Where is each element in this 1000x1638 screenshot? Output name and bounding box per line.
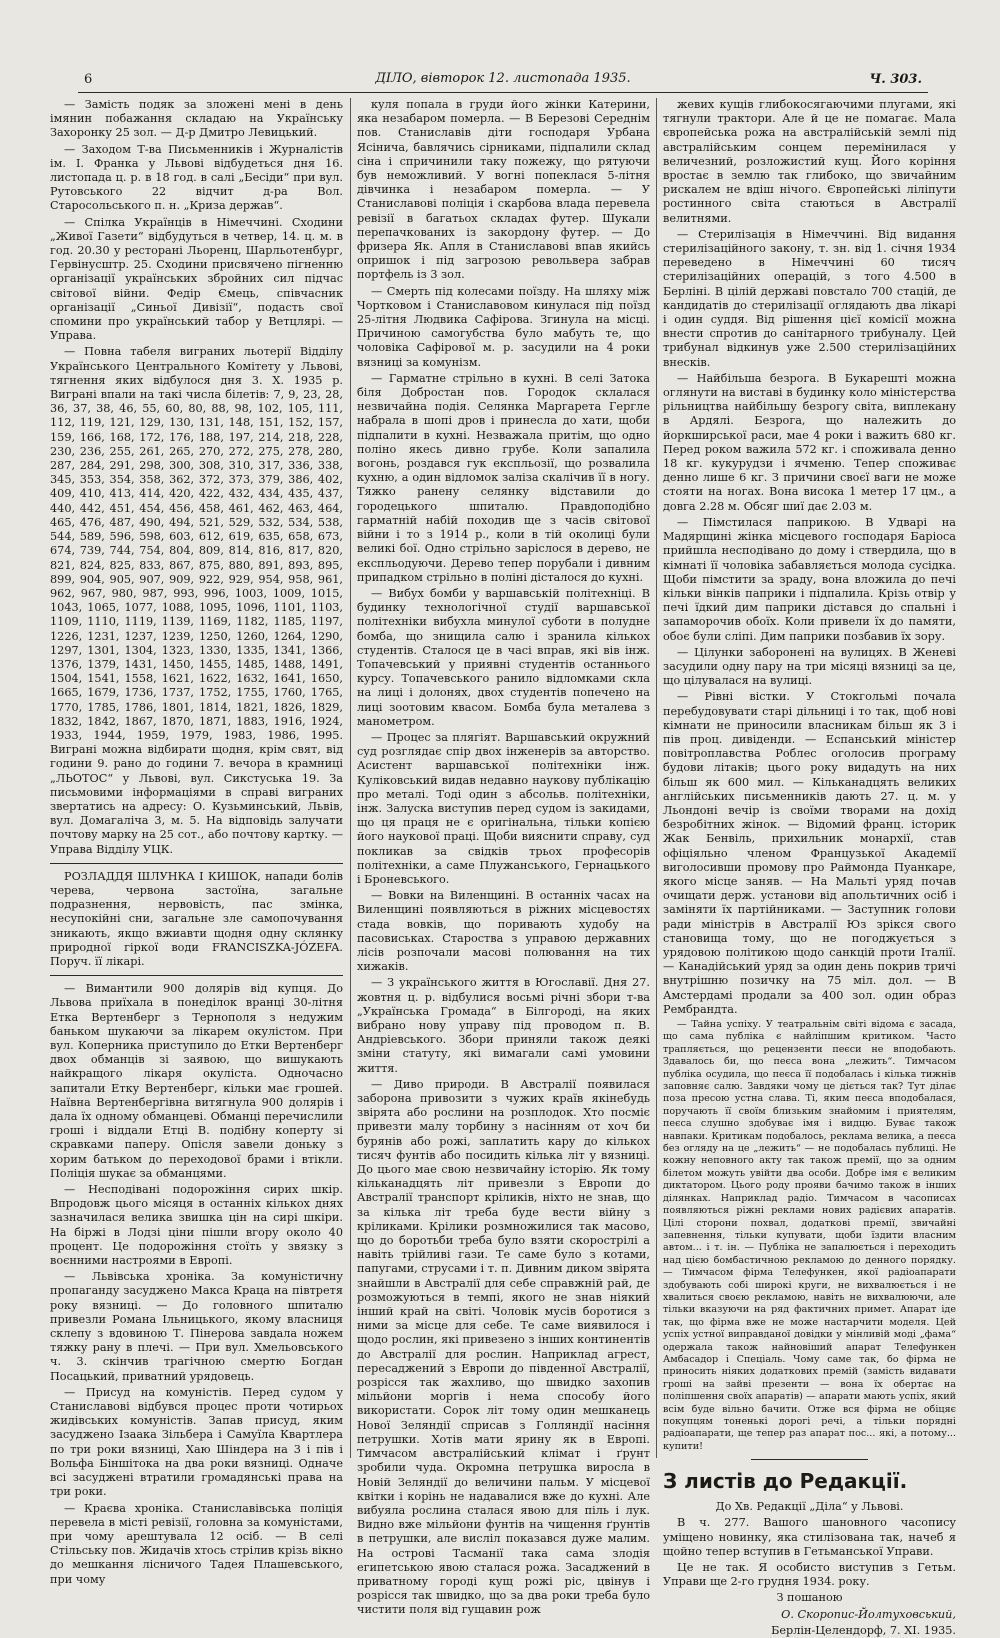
news-item: — Гарматне стрільно в кухні. В селі Затока біля Добростан пов. Городок склалася незвичайна подія. Селянка Маргарета Гергле набрала в шопі дров і принесла до хати, щоби підпалити в кухні. Незважала притім, що одно поліно якесь дивно грубе. Коли запалила вогонь, роздався гук експльозії, що розвалила кухню, а один відломок заліза скалічив її в ногу. Тяжко ранену селянку відставили до городецького шпиталю. Правдоподібно гарматній набій походив ще з часів світової війни і то з 1914 р., коли в тій околиці були великі бої. Одно стрільно заріслося в дерево, не експльодуючи. Дерево тепер порубали і дивним припадком стрільно в поліні дісталося до кухні. [357, 371, 650, 584]
news-item: — Диво природи. В Австралії появилася заборона привозити з чужих країв якінебудь звірята або рослини на розплодок. Хто посміє привезти малу торбину з насінням от хоч би бурянів або рожі, заплатить кару до кількох тисяч фунтів або посидить кілька літ у вязниці. До цього мае свою незвичайну історію. Як тому кільканадцять літ привезли з Европи до Австралії транспорт кріликів, ніхто не знав, що за кілька літ треба буде вести війну з кріликами. Крілики розмножилися так масово, що до боротьби треба було взяти скорострілі а навіть трійливі гази. Те саме було з котами, папугами, струсами і т. п. Дивним диком звірята знайшли в Австралії для себе справжній рай, де розможуються в темпі, якого не знав ніякий інший край на світі. Чоловік мусів боротися з ними за місце для себе. Те саме виявилося і щодо рослин, які привезено з інших континентів до Австралії для рослин. Наприклад агрест, пересаджений з Европи до південної Австралії, розрісся так жахливо, що швидко захопив мільйони моргів і нема способу його використати. Сорок літ тому один мешканець Нової Зеляндії сприсав з Голляндії насіння петрушки. Хотів мати ярину як в Европі. Тимчасом австралійський клімат і ґрунт зробили чуда. Окромна петрушка виросла в Новій Зеляндії до величини пальм. У місцевої квітки і корінь не надавалися вже до кухні. Але вибуяла рослина сталася явою для піль і лук. Видно вже мільйони фунтів на чищення ґрунтів в петрушки, але висліл показався дуже малим. На острові Тасманії така сама злодія египетською явою сталася рожа. Засаджений в приватному городі кущ рожі ріс, цвінув і розрісся так швидко, що за два роки треба було чистити поля від гущавин рож [357, 1077, 650, 1617]
column-1 [50, 98, 343, 1586]
page-number: 6 [84, 72, 93, 87]
news-item: куля попала в груди його жінки Катерини, яка незабаром померла. — В Березові Середнім пов. Станиславів діти господаря Урбана Ясінича, бавлячись сірниками, підпалили склад сіна і спричинили таку пожежу, що рятуючи був неможливий. У вогні попеклася 5-літня дівчинка і незабаром померла. — У Станиславові поліція і скарбова влада перевела ревізії в багатьох складах футер. Шукали перепачкованих із закордону футер. — До фризера Як. Апля в Станиславові впав якийсь опришок і під загрозою револьвера забрав портфель із 3 зол. [357, 98, 650, 282]
news-item: — Замість подяк за зложені мені в день імянин побажання складаю на Українську Захоронку 25 зол. — Д-р Дмитро Левицький. [50, 98, 343, 140]
lottery-table: — Повна табеля виграних льотерії Відділу Українського Центрального Комітету у Львові, тягнення яких відбулося дня 3. Х. 1935 р. Виграні впали на такі числа білетів: 7, 9, 23, 28, 36, 37, 38, 46, 55, 60, 80, 88, 98, 102, 105, 111, 112, 119, 121, 129, 130, 131, 148, 151, 152, 157, 159, 166, 168, 172, 176, 188, 197, 214, 218, 228, 230, 236, 255, 261, 265, 270, 272, 275, 278, 280, 287, 284, 291, 298, 300, 308, 310, 317, 336, 338, 345, 353, 354, 358, 362, 372, 373, 379, 386, 402, 409, 410, 413, 414, 420, 422, 432, 434, 435, 437, 440, 442, 451, 454, 456, 458, 461, 462, 463, 464, 465, 476, 487, 490, 494, 521, 529, 532, 534, 538, 544, 589, 596, 598, 603, 612, 619, 635, 658, 673, 674, 739, 744, 754, 804, 809, 814, 816, 817, 820, 821, 824, 825, 833, 867, 875, 880, 891, 893, 895, 899, 904, 905, 907, 909, 922, 929, 954, 958, 961, 962, 967, 980, 987, 993, 996, 1003, 1009, 1015, 1043, 1065, 1077, 1088, 1095, 1096, 1101, 1103, 1109, 1110, 1119, 1139, 1169, 1182, 1185, 1197, 1226, 1231, 1237, 1239, 1250, 1260, 1264, 1290, 1297, 1301, 1304, 1323, 1330, 1335, 1341, 1366, 1376, 1379, 1431, 1450, 1455, 1485, 1488, 1491, 1504, 1541, 1558, 1621, 1622, 1632, 1641, 1650, 1665, 1679, 1736, 1737, 1752, 1755, 1760, 1765, 1770, 1785, 1786, 1801, 1814, 1821, 1826, 1829, 1832, 1842, 1867, 1870, 1871, 1883, 1916, 1924, 1933, 1944, 1959, 1979, 1983, 1986, 1995. Виграні можна відбирати щодня, крім свят, від години 9. рано до години 7. вечора в крамниці „ЛЬОТОС“ у Львові, вул. Сикстуська 19. За письмовими інформаціями в справі виграних звертатись на адресу: О. Кузьминський, Львів, вул. Домагаліча 3, м. 5. На відповідь залучати почтову марку на 25 сот., або почтову картку. — Управа Відділу УЦК. [50, 345, 343, 856]
column-divider [350, 98, 351, 1458]
news-item: — Найбільша безрога. В Букарешті можна оглянути на виставі в будинку коло міністерства рільництва найбільшу безрогу світа, виплекану в Ардялі. Безрога, що належить до йоркширської раси, мае 4 роки і важить 680 кг. Перед роком важила 572 кг. і споживала денно 18 кг. кукурудзи і ячменю. Тепер споживає денно лише 6 кг. З причини своєї ваги не може стояти на ногах. Вона висока 1 метер 17 цм., а довга 2.28 м. Обсяг шиї дає 2.03 м. [663, 371, 956, 513]
page-header [78, 70, 928, 93]
issue-number: Ч. 303. [869, 72, 922, 87]
news-item: — Спілка Українців в Німеччині. Сходини „Живої Газети“ відбудуться в четвер, 14. ц. м. в год. 20.30 у ресторані Льоренц, Шарльотенбург, Гервінусштр. 25. Сходини присвячено пігненню організації українських збройних сил підчас світової війни. Федір Ємець, співчасник організації „Синьої Дивізії“, подасть свої спомини про український табор у Ветцлярі. — Управа. [50, 215, 343, 343]
news-item: — Вовки на Виленщині. В останніх часах на Виленщині появляються в ріжних місцевостях стада вовків, що поривають худобу на пасовиськах. Староства з управою державних лісів розпочали масові полювання на тих хижаків. [357, 889, 650, 974]
advertorial: — Тайна успіху. У театральнім світі відома є засада, що сама публіка є найліпшим критиком. Часто трапляється, що рецензенти пеєси не вподобають. Здавалось би, що пеєса вона „лежить“. Тимчасом публіка осудила, що пеєса її подобалась і кілька тижнів заповняє салю. Завдяки чому це діється так? Тут ділає поза пресою устна слава. Ті, яким пеєса вподобалася, поручають її своїм близьким знайомим і приятелям, пеєса слушно здобуває імя і видцю. Буває також навпаки. Критикам подобалось, реклама велика, а пеєса без огляду на це „лежить“ — не подобалась публиці. Не кожну неповного акту так також премії, що за одним білетом можуть увійти два особи. Добре імя є великим диктатором. Цього роду прояви бачимо також в інших ділянках. Наприклад радіо. Тимчасом в часописах появляються ріжні реклами нових радієвих апаратів. Цілі сторони похвал, додаткові премії, звичайні запевнення, тільки купувати, щоби їздити власним автом... і т. ін. — Публіка не запалюється і переходить над цією бомбастичною рекламою до денного порядку. — Тимчасом фірма Телефункен, якої радіоапарати здобувають собі широкі круги, не вихвалюється і не хвалиться своєю рекламою, навіть не вихвалюючи, але тільки вказуючи на ряд фактичних примет. Апарат іде так, що фірма вже не може настарчити моделя. Цей успіх устної виправданої довідки у мінливій моді „фама“ одержала також найновіший апарат Телефункен Амбасадор і Спеціаль. Чому саме так, бо фірма не приносить ніяких додаткових премій (замість видавати гроші на зайві презенти — вона їх обертає на поліпшення своїх апаратів) — апарати мають успіх, який всім буде вільно бачити. Отже вся фірма не обіцяє покупцям тоненькі дорогі речі, а тільки порядні радіоапарати, ще тепер раз апарат пос... які, а потому... купити! [663, 1019, 956, 1452]
news-item: — Стерилізація в Німеччині. Від видання стерилізаційного закону, т. зн. від 1. січня 1934 переведено в Німеччині 60 тисяч стерилізаційних операцій, з того 4.500 в Берліні. В цілій державі повстало 700 стацій, де кандидатів до стерилізації оглядають два лікарі і один суддя. Від рішення цієї комісії можна внести спротив до санітарного трибуналу. Цей трибунал відкинув уже 2.500 стерилізаційних внесків. [663, 227, 956, 369]
column-2 [357, 98, 650, 1617]
divider [50, 863, 343, 864]
letter-closing: З пошаною [776, 1591, 843, 1605]
news-item: — Процес за плягіят. Варшавський окружний суд розглядає спір двох інженерів за авторство. Асистент варшавської політехніки інж. Куліковський видав недавно наукову публікацію про металі. Тоді один з абсольв. політехніки, інж. Залуска виступив перед судом із закидами, що ця праця не є оригінальна, тільки копією його наукової праці. Щоби вияснити справу, суд покликав за свідків трьох професорів політехніки, а саме Плужанського, Гернацького і Броневського. [357, 730, 650, 886]
section-title: З листів до Редакції. [663, 1469, 908, 1494]
news-item: — Краєва хроніка. Станиславівська поліція перевела в місті ревізії, головна за комуністами, при чому арештувала 12 осіб. — В селі Стільську пов. Жидачів хтось стрілив крізь вікно до мешкання лісничого Тадея Плашевського, при чому [50, 1501, 343, 1586]
news-item: — Вибух бомби у варшавській політехніці. В будинку технологічної студії варшавської політехніки вибухла минулої суботи в полудне бомба, що знищила салю і зранила кількох студентів. Сталося це в часі вправ, які вів інж. Топачевський у приявні студентів останнього курсу. Топачевського ранило відломками скла на лиці і долонях, двох студентів попечено на лиці зоотовим квасом. Бомба була металева з манометром. [357, 586, 650, 728]
divider [751, 1459, 868, 1460]
letter-addressee: До Хв. Редакції „Діла“ у Львові. [715, 1500, 904, 1514]
news-item: жевих кущів глибокосягаючими плугами, які тягнули трактори. Але й це не помагає. Мала європейська рожа на австралійській землі під австралійським сонцем перемінилася у величезний, розложистий кущ. Його коріння вростає в землю так глибоко, що звичайним рискалем не вдіш нічого. Європейські ліліпути ростинного світа стаються в Австралії велитнями. [663, 98, 956, 225]
news-item: — Львівська хроніка. За комуністичну пропаганду засуджено Макса Краца на півтретя року вязниці. — До головного шпиталю привезли Романа Ільницького, якому власниця склепу з вдовиною Т. Пінерова завдала ножем тяжку рану в плечі. — При вул. Хмельовського ч. 3. скінчив трагічною смертю Богдан Посацький, приватний урядовець. [50, 1270, 343, 1383]
advertisement: РОЗЛАДДЯ ШЛУНКА І КИШОК, напади болів черева, червона застоїна, загальне подразнення, нервовість, пас змінка, несупокійні сни, загальне зле самопочування зникають, якщо вжиавти щодня одну склянку природної гіркої води FRANCISZKA-JÓZEFA. Поруч. її лікарі. [50, 869, 343, 968]
news-item: — Пімстилася паприкою. В Удварі на Мадярщині жінка місцевого господаря Баріоса прийшла несподівано до дому і ствердила, що в кімнаті її чоловіка забавляється молода сусідка. Щоби пімстити за зраду, вона вложила до печі кільки вінків паприки і підпалила. Крізь отвір у печі їдкий дим паприки дістався до спальні і запаморочив обоїх. Коли привели їх до памяти, обоє були сліпі. Дим паприки позбавив їх зору. [663, 515, 956, 643]
news-item: — Вимантили 900 долярів від купця. До Львова приїхала в понеділок вранці 30-літня Етка Вертенберг з Тернополя з недужим баньком шукаючи за лікарем окулістом. При вул. Коперника приступило до Етки Вертенберг двох обманців зі заявою, що вишукають найкращого лікаря окуліста. Одночасно запитали Етку Вертенберг, кільки має грошей. Наївна Вертенбергівна витягнула 900 долярів і дала їх одному обманцеві. Обманці перечислили гроші і віддали Етці В. подібну коперту зі скравками паперу. Опісля завели доньку з хорим батьком до переходової брами і втікли. Поліція шукає за обманцями. [50, 982, 343, 1180]
news-item: — Рівні вістки. У Стокгольмі почала перебудовувати старі дільниці і то так, щоб нові кімнати не приносили власникам більш як 3 і пів проц. дивіденди. — Еспанський міністер повітроплавства Роблес оголосив програму будови літаків; цього року видадуть на них більш як 600 мил. — Кільканадцять великих англійських письменників дають 27. ц. м. у Льондоні вечір із своїми творами на дохід безробітних жінок. — Відомий франц. історик Жак Бенвіль, прихильник монархії, став офіціяльно членом Французької Академії виголосивши промову про Раймонда Пуанкаре, якого місце заняв. — На Мальті уряд почав очищати держ. установи від апольтичних осіб і заміняти їх партійниками. — Заступник голови ради міністрів в Австралії Юз зрікся свого становища тому, що не погоджується з урядовою політикою щодо санкцій проти Італії. — Канадійський уряд за один день покрив тричі внутрішню позичку на 75 міл. дол. — В Амстердамі продали за 400 зол. один образ Рембрандта. [663, 690, 956, 1016]
news-item: — Заходом Т-ва Письменників і Журналістів ім. І. Франка у Львові відбудеться дня 16. листопада ц. р. в 18 год. в салі „Бесіди“ при вул. Рутовського 22 відчит д-ра Вол. Старосольського п. н. „Криза держав“. [50, 142, 343, 213]
column-divider [656, 98, 657, 1458]
letter-signature: О. Скоропис-Йолтуховський, [781, 1607, 956, 1621]
news-item: — Цілунки заборонені на вулицях. В Женеві засудили одну пару на три місяці вязниці за це, що цілувалася на вулиці. [663, 645, 956, 688]
news-item: — Смерть під колесами поїзду. На шляху між Чортковом і Станиславовом кинулася під поїзд 25-літня Людвика Сафірова. Згинула на місці. Причиною самогубства було мабуть те, що чоловіка Сафірової м. р. засудили на 4 роки вязниці за комунізм. [357, 284, 650, 369]
divider [50, 975, 343, 976]
letter-body: Це не так. Я особисто виступив з Гетьм. Управи ще 2-го грудня 1934. року. [663, 1561, 956, 1589]
news-item: — Присуд на комуністів. Перед судом у Станиславові відбувся процес проти чотирьох жидівських комуністів. Запав присуд, яким засуджено Ізаака Зільбера і Самуїла Квартлера по три роки вязниці, Хаю Шіндера на 3 і пів і Вольфа Біншітока на два роки вязниці. Одначе всі засуджені втратили громадянські права на три роки. [50, 1385, 343, 1499]
letter-place-date: Берлін-Целендорф, 7. XI. 1935. [771, 1623, 956, 1637]
news-item: — З українського життя в Югославії. Дня 27. жовтня ц. р. відбулися восьмі річні збори т-ва „Українська Громада“ в Білгороді, на яких вибрано нову управу під проводом п. В. Андріевського. Збори приняли також деякі зміни статуту, які вимагали самі умовини життя. [357, 976, 650, 1075]
letter-body: В ч. 277. Вашого шановного часопису уміщено новинку, яка стилізована так, начеб я щойно тепер вступив в Гетьманської Управи. [663, 1516, 956, 1558]
column-3 [663, 98, 956, 1637]
masthead: ДІЛО, вівторок 12. листопада 1935. [375, 71, 631, 86]
news-item: — Несподівані подорожіння сирих шкір. Впродовж цього місяця в останніх кількох днях зазначилася велика звишка цін на сирі шкіри. На біржі в Лодзі ціни пішли вгору около 40 процент. Це подорожіння стоїть у звязку з воєнними настроями в Европі. [50, 1183, 343, 1268]
